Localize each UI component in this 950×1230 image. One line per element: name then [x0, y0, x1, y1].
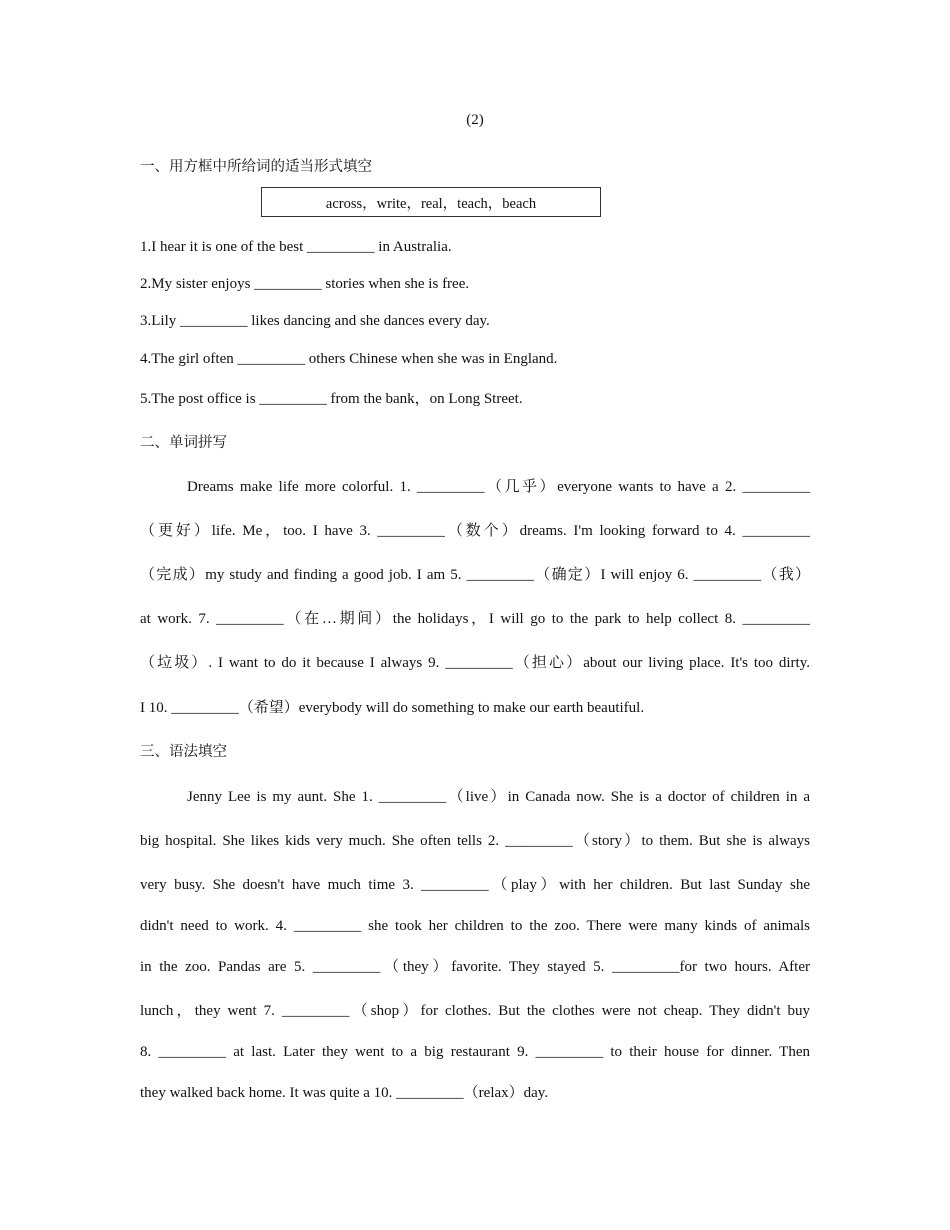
section3-line-3: very busy. She doesn't have much time 3. _________（play）with her children. But last Sunday she — [140, 877, 810, 893]
section1-item-5: 5.The post office is _________ from the bank，on Long Street. — [140, 391, 523, 407]
section3-heading: 三、语法填空 — [140, 744, 227, 760]
section2-heading: 二、单词拼写 — [140, 435, 227, 451]
section2-line-6: I 10. _________（希望）everybody will do something to make our earth beautiful. — [140, 700, 645, 716]
section2-line-5: （垃圾）. I want to do it because I always 9. _________（担心）about our living place. It's too dirty. — [140, 655, 810, 671]
section1-item-3: 3.Lily _________ likes dancing and she dances every day. — [140, 313, 490, 329]
section3-line-6: lunch，they went 7. _________（shop）for clothes. But the clothes were not cheap. They didn't buy — [140, 1003, 810, 1019]
word-box-text: across，write，real，teach，beach — [325, 195, 537, 212]
section2-line-3: （完成）my study and finding a good job. I am 5. _________（确定）I will enjoy 6. _________（我） — [140, 567, 810, 583]
section1-item-4: 4.The girl often _________ others Chinese when she was in England. — [140, 351, 558, 367]
section2-line-4: at work. 7. _________（在…期间）the holidays，I will go to the park to help collect 8. _________ — [140, 611, 810, 627]
section2-line-2: （更好）life. Me，too. I have 3. _________（数个）dreams. I'm looking forward to 4. _________ — [140, 523, 810, 539]
section3-line-8: they walked back home. It was quite a 10. _________（relax）day. — [140, 1085, 549, 1101]
section1-heading: 一、用方框中所给词的适当形式填空 — [140, 159, 372, 175]
section2-line-1: Dreams make life more colorful. 1. _________（几乎）everyone wants to have a 2. _________ — [187, 479, 810, 495]
section1-item-1: 1.I hear it is one of the best _________ in Australia. — [140, 239, 452, 255]
section3-line-1: Jenny Lee is my aunt. She 1. _________（live）in Canada now. She is a doctor of children in a — [187, 789, 810, 805]
section3-line-7: 8. _________ at last. Later they went to a big restaurant 9. _________ to their house for dinner. Then — [140, 1044, 810, 1060]
word-box — [261, 187, 601, 217]
section1-item-2: 2.My sister enjoys _________ stories when she is free. — [140, 276, 470, 292]
section3-line-2: big hospital. She likes kids very much. She often tells 2. _________（story）to them. But she is always — [140, 833, 810, 849]
page-title: (2) — [466, 112, 484, 128]
section3-line-4: didn't need to work. 4. _________ she took her children to the zoo. There were many kinds of animals — [140, 918, 810, 934]
section3-line-5: in the zoo. Pandas are 5. _________（they）favorite. They stayed 5. _________for two hours. After — [140, 959, 810, 975]
